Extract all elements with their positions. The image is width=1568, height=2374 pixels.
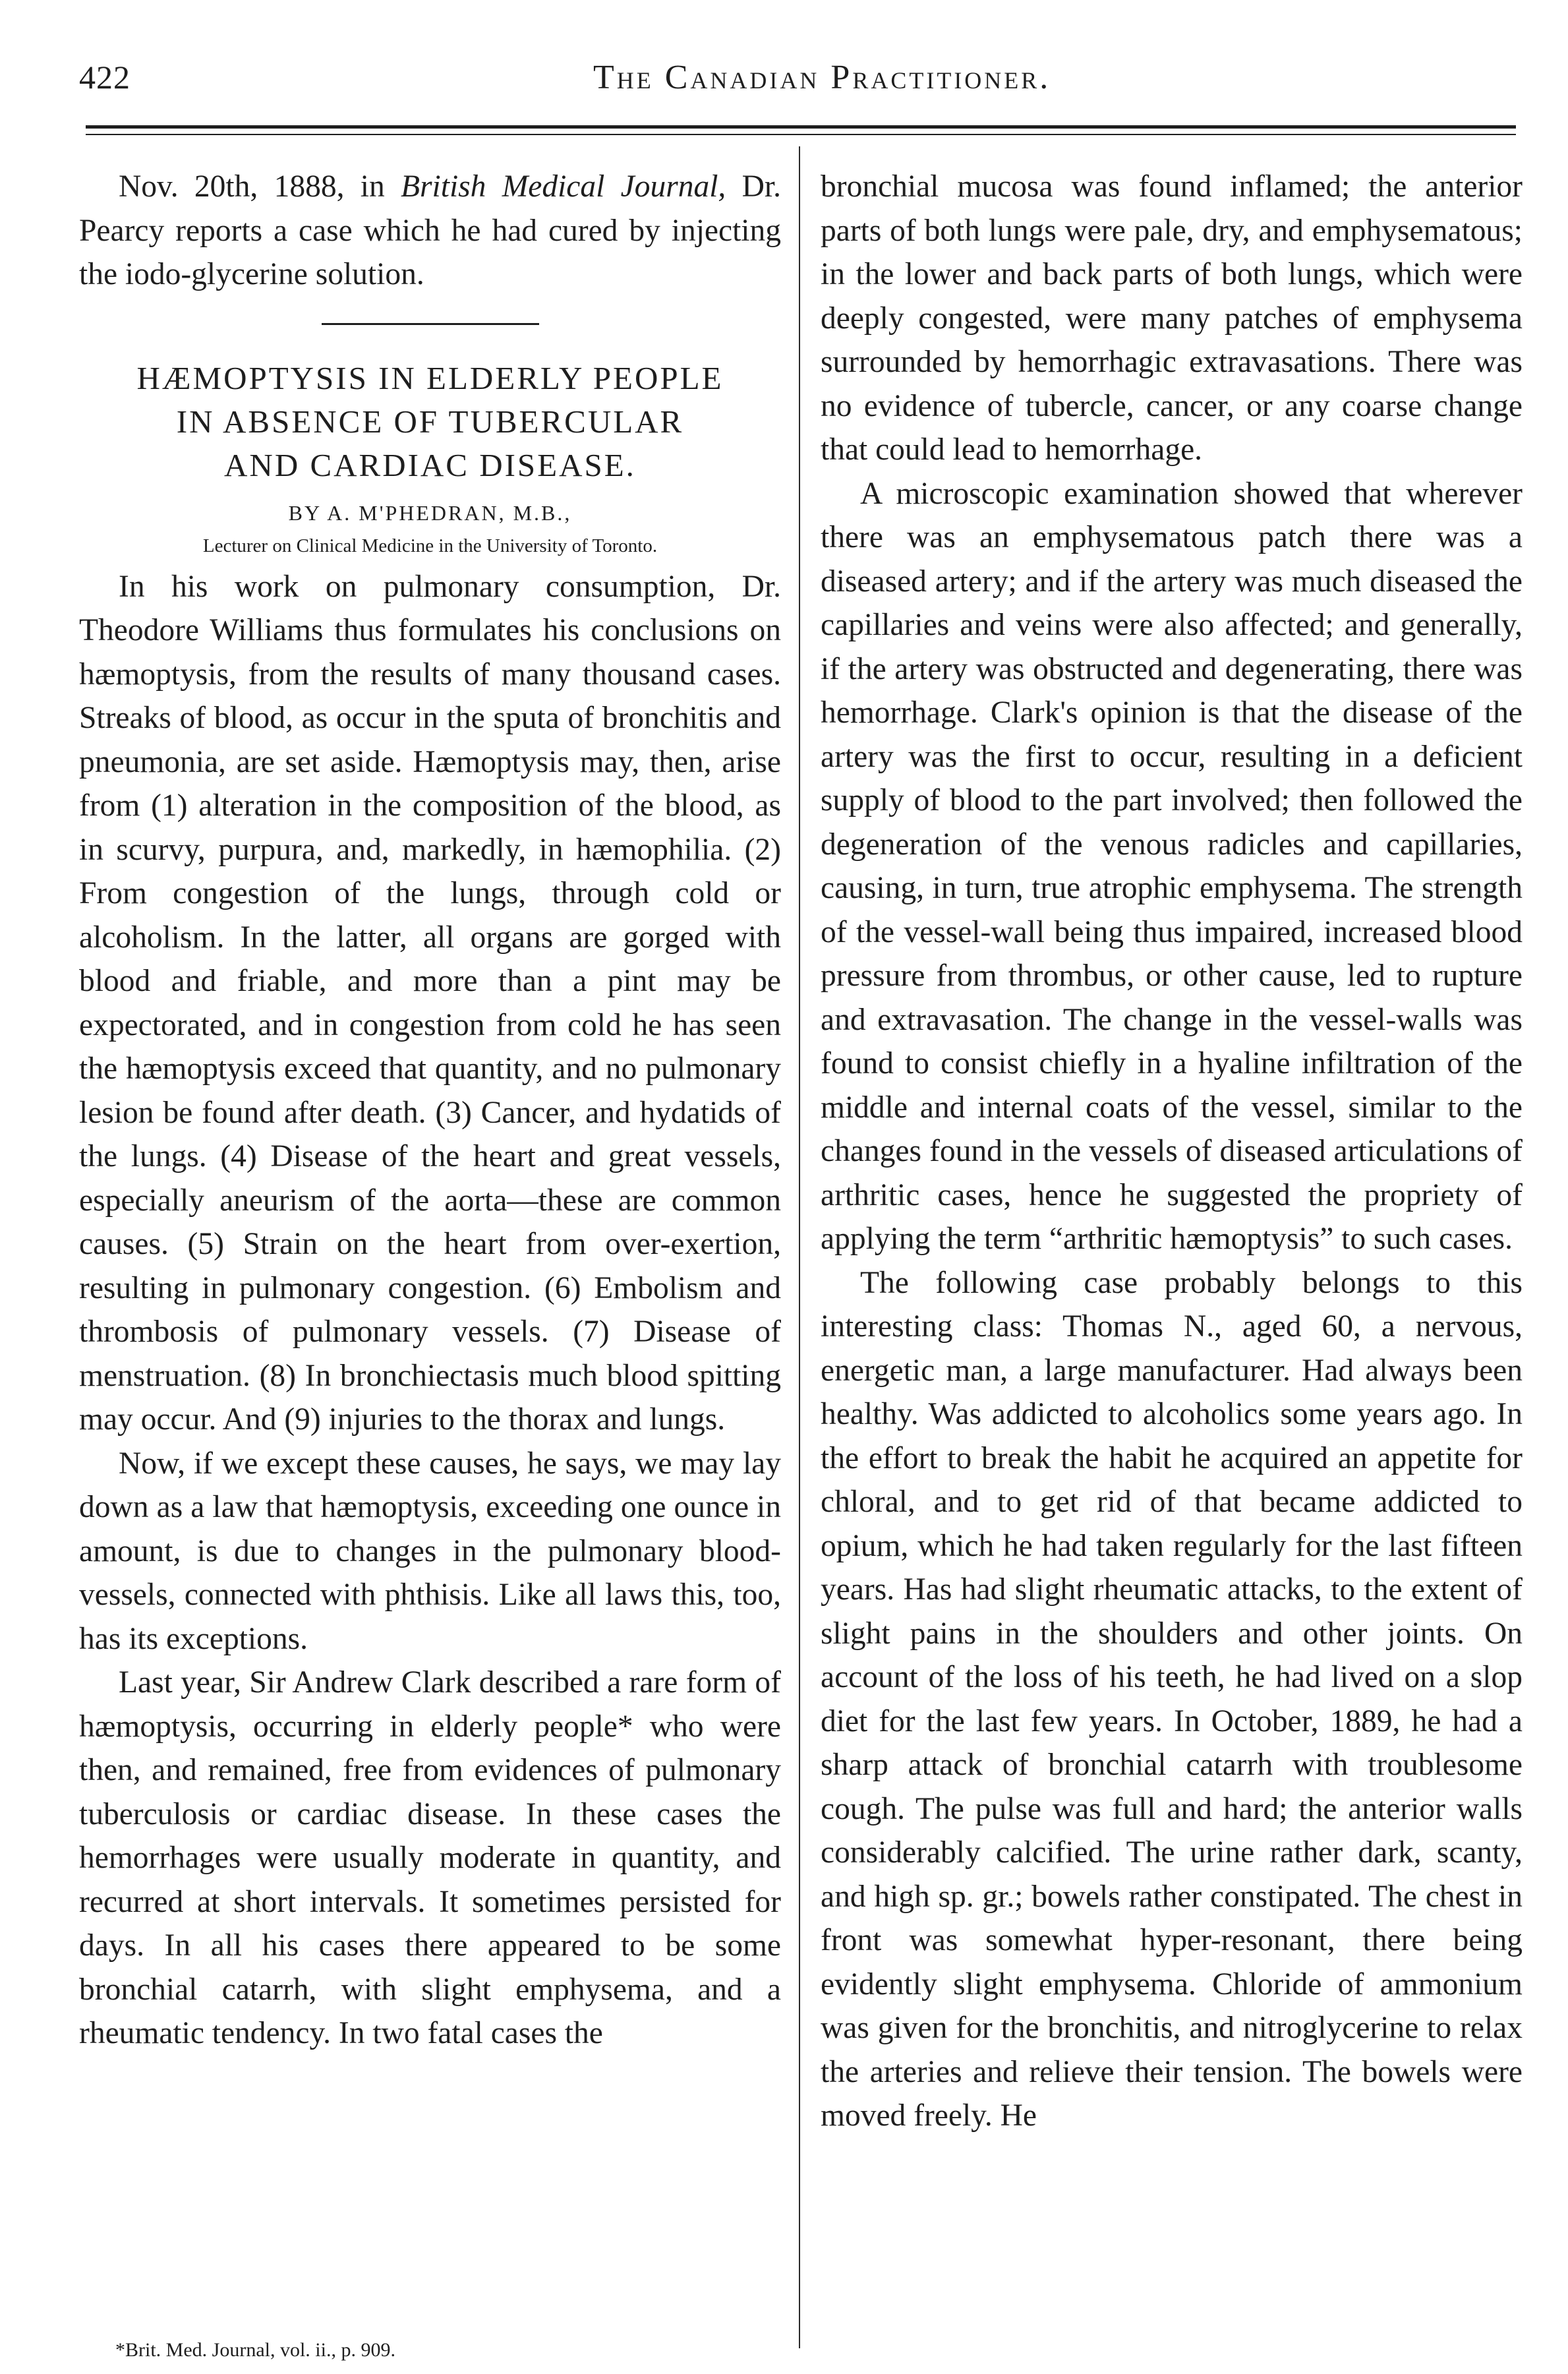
title-line-2: IN ABSENCE OF TUBERCULAR: [176, 403, 684, 440]
intro-post: Dr. Pearcy reports a case which he had cured by injecting the iodo-glycerine solution.: [79, 169, 781, 291]
author-byline: BY A. M'PHEDRAN, M.B.,: [288, 500, 572, 525]
title-line-3: AND CARDIAC DISEASE.: [224, 446, 636, 483]
author-affiliation: Lecturer on Clinical Medicine in the University of Toronto.: [202, 535, 658, 556]
paragraph-microscopic: A microscopic examination showed that wherever there was an emphysematous patch there was a diseased artery; and if the artery was much diseased the capillaries and veins were also affected; and generally, if the artery was obstructed and degenerating, there was hemorrhage. Clark's opinion is that the disease of the artery was the first to occur, resulting in a deficient supply of blood to the part involved; then followed the degeneration of the venous radicles and capillaries, causing, in turn, true atrophic emphysema. The strength of the vessel-wall being thus impaired, increased blood pressure from thrombus, or other cause, led to rupture and extravasation. The change in the vessel-walls was found to consist chiefly in a hyaline infiltration of the middle and internal coats of the vessel, similar to the changes found in the vessels of diseased articulations of arthritic cases, hence he suggested the propriety of applying the term “arthritic hæmoptysis” to such cases.: [821, 476, 1523, 1256]
intro-pre: Nov. 20th, 1888, in: [119, 169, 401, 204]
header-rule-thick: [86, 125, 1516, 129]
section-separator: [322, 323, 539, 325]
paragraph-clark: Last year, Sir Andrew Clark described a rare form of hæmoptysis, occurring in elderly people* who were then, and remained, free from evidences of pulmonary tuberculosis or cardiac disease. In these cases the hemorrhages were usually moderate in quantity, and recurred at short intervals. It sometimes persisted for days. In all his cases there appeared to be some bronchial catarrh, with slight emphysema, and a rheumatic tendency. In two fatal cases the: [79, 1665, 781, 2050]
intro-paragraph: [79, 165, 781, 297]
page-header: [79, 58, 1516, 111]
paragraph-case: The following case probably belongs to this interesting class: Thomas N., aged 60, a nervous, energetic man, a large manufacturer. Had always been healthy. Was addicted to alcoholics some years ago. In the effort to break the habit he acquired an appetite for chloral, and to get rid of that became addicted to opium, which he had taken regularly for the last fifteen years. Has had slight rheumatic attacks, to the extent of slight pains in the shoulders and other joints. On account of the loss of his teeth, he had lived on a slop diet for the last few years. In October, 1889, he had a sharp attack of bronchial catarrh with troublesome cough. The pulse was full and hard; the anterior walls considerably calcified. The urine rather dark, scanty, and high sp. gr.; bowels rather constipated. The chest in front was somewhat hyper-resonant, there being evidently slight emphysema. Chloride of ammonium was given for the bronchitis, and nitroglycerine to relax the arteries and relieve their tension. The bowels were moved freely. He: [821, 1265, 1523, 2133]
article-title: [79, 357, 781, 487]
column-divider: [799, 146, 800, 2348]
header-rule-thin: [86, 134, 1516, 135]
paragraph-continuation: bronchial mucosa was found inflamed; the anterior parts of both lungs were pale, dry, and emphysematous; in the lower and back parts of both lungs, which were deeply congested, were many patches of emphysema surrounded by hemorrhagic extravasations. There was no evidence of tubercle, cancer, or any coarse change that could lead to hemorrhage.: [821, 169, 1523, 467]
paragraph-williams: In his work on pulmonary consumption, Dr. Theodore Williams thus formulates his conclusions on hæmoptysis, from the results of many thousand cases. Streaks of blood, as occur in the sputa of bronchitis and pneumonia, are set aside. Hæmoptysis may, then, arise from (1) alteration in the composition of the blood, as in scurvy, purpura, and, markedly, in hæmophilia. (2) From congestion of the lungs, through cold or alcoholism. In the latter, all organs are gorged with blood and friable, and more than a pint may be expectorated, and in congestion from cold he has seen the hæmoptysis exceed that quantity, and no pulmonary lesion be found after death. (3) Cancer, and hydatids of the lungs. (4) Disease of the heart and great vessels, especially aneurism of the aorta—these are common causes. (5) Strain on the heart from over-exertion, resulting in pulmonary congestion. (6) Embolism and thrombosis of pulmonary vessels. (7) Disease of menstruation. (8) In bronchiectasis much blood spitting may occur. And (9) injuries to the thorax and lungs.: [79, 569, 781, 1437]
right-column: [821, 165, 1523, 2138]
footnote: *Brit. Med. Journal, vol. ii., p. 909.: [115, 2339, 395, 2361]
paragraph-law: Now, if we except these causes, he says, we may lay down as a law that hæmoptysis, exceeding one ounce in amount, is due to changes in the pulmonary blood-vessels, connected with phthisis. Like all laws this, too, has its exceptions.: [79, 1446, 781, 1656]
journal-name: British Medical Journal,: [401, 169, 726, 204]
title-line-1: HÆMOPTYSIS IN ELDERLY PEOPLE: [136, 359, 724, 396]
left-column: [79, 165, 781, 2056]
running-title: The Canadian Practitioner.: [593, 59, 1051, 96]
page-number: 422: [79, 59, 131, 96]
